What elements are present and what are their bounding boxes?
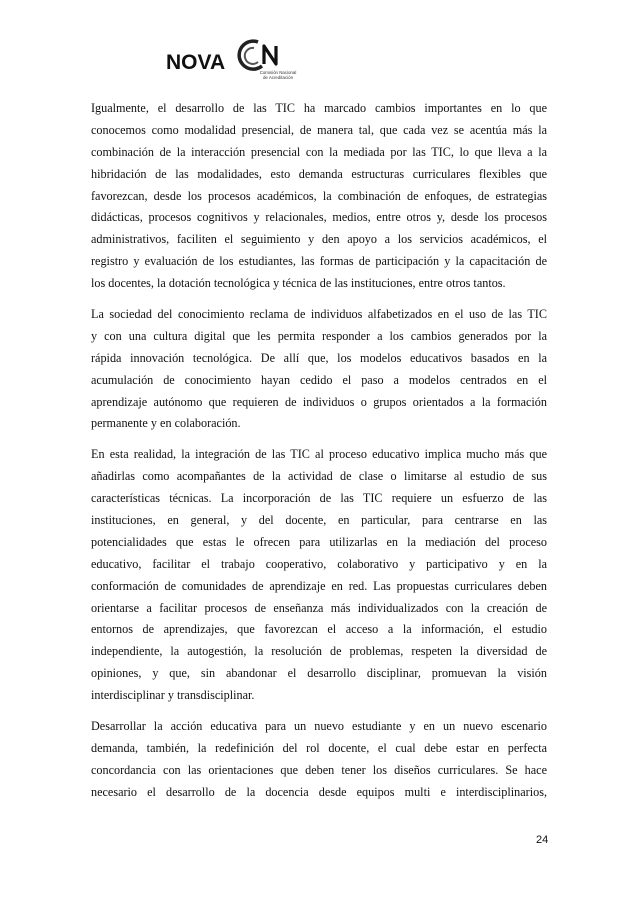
text-line: acumulación de conocimiento hayan cedido el paso a modelos centrados en el: [91, 372, 547, 387]
text-line: independiente, la autogestión, la resolución de problemas, respeten la diversidad de: [91, 644, 547, 659]
text-line: combinación de la interacción presencial con la mediada por las TIC, lo que lleva a la: [91, 144, 547, 159]
text-line: hibridación de las modalidades, esto demanda estructuras curriculares flexibles que: [91, 166, 547, 181]
text-line: La sociedad del conocimiento reclama de individuos alfabetizados en el uso de las TIC: [91, 307, 547, 322]
paragraph-2: [91, 304, 547, 435]
text-line: entornos de aprendizajes, que favorezcan el acceso a la información, el estudio: [91, 622, 547, 637]
text-line: instituciones, en general, y del docente, en particular, para centrarse en las: [91, 513, 547, 528]
text-line: características técnicas. La incorporación de las TIC requiere un esfuerzo de las: [91, 491, 547, 506]
text-line: concordancia con las orientaciones que deben tener los diseños curriculares. Se hace: [91, 762, 547, 777]
text-line: demanda, también, la redefinición del rol docente, el cual debe estar en perfecta: [91, 740, 547, 755]
text-line: opiniones, y que, sin abandonar el desarrollo disciplinar, promuevan la visión: [91, 666, 547, 681]
paragraph-4: [91, 716, 547, 804]
text-line: conocemos como modalidad presencial, de manera tal, que cada vez se acentúa más la: [91, 122, 547, 137]
page-number: 24: [536, 834, 549, 846]
text-line: administrativos, faciliten el seguimiento y den apoyo a los servicios académicos, el: [91, 232, 547, 247]
svg-text:Comisión Nacional: Comisión Nacional: [259, 70, 297, 75]
text-line: añadirlas como acompañantes de la actividad de clase o limitarse al estudio de sus: [91, 469, 547, 484]
header-logos: [0, 0, 638, 90]
text-line: Igualmente, el desarrollo de las TIC ha marcado cambios importantes en lo que: [91, 101, 547, 115]
svg-text:de Acreditación: de Acreditación: [262, 75, 294, 80]
text-line: necesario el desarrollo de la docencia desde equipos multi e interdisciplinarios,: [91, 784, 547, 799]
text-line: potencialidades que estas le ofrecen para utilizarlas en la mediación del proceso: [91, 534, 547, 549]
text-line: los docentes, la dotación tecnológica y técnica de las instituciones, entre otros tantos.: [91, 276, 506, 291]
nova-logo: [166, 47, 226, 75]
text-line: y con una cultura digital que les permita responder a los cambios generados por la: [91, 328, 547, 343]
text-line: interdisciplinar y transdisciplinar.: [91, 688, 255, 703]
text-line: Desarrollar la acción educativa para un nuevo estudiante y en un nuevo escenario: [91, 719, 547, 734]
text-line: aprendizaje autónomo que requieren de individuos o grupos orientados a la formación: [91, 394, 547, 409]
text-line: educativo, facilitar el trabajo cooperativo, colaborativo y participativo y en la: [91, 556, 547, 571]
text-line: rápida innovación tecnológica. De allí que, los modelos educativos basados en la: [91, 350, 547, 365]
paragraph-3: [91, 444, 547, 707]
text-line: conformación de comunidades de aprendizaje en red. Las propuestas curriculares deben: [91, 578, 547, 593]
cna-logo: [242, 36, 312, 84]
text-line: registro y evaluación de los estudiantes, las formas de participación y la capacitación de: [91, 254, 547, 269]
paragraph-1: [91, 98, 547, 295]
svg-text:NOVA: NOVA: [166, 51, 226, 74]
text-line: permanente y en colaboración.: [91, 416, 241, 431]
text-line: En esta realidad, la integración de las TIC al proceso educativo implica mucho más que: [91, 447, 547, 462]
text-line: orientarse a facilitar procesos de enseñanza más individualizados con la creación de: [91, 600, 547, 615]
text-line: favorezcan, desde los procesos académicos, la combinación de enfoques, de estrategias: [91, 188, 547, 203]
document-body: [91, 98, 547, 813]
text-line: didácticas, procesos cognitivos y relacionales, medios, entre otros y, desde los procesos: [91, 210, 547, 225]
